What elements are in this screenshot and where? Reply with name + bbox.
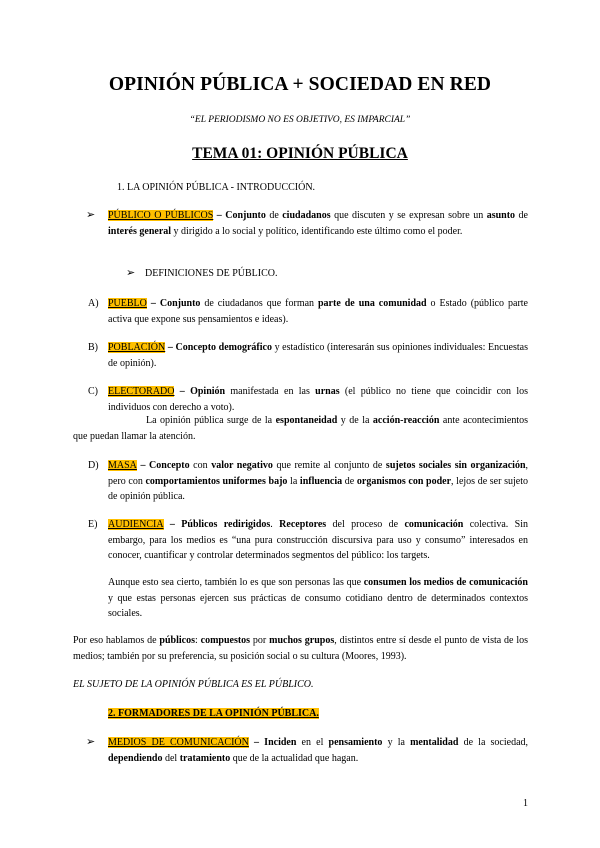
term-medios: MEDIOS DE COMUNICACIÓN bbox=[108, 737, 249, 748]
page-number: 1 bbox=[523, 798, 528, 809]
paragraph-medios: MEDIOS DE COMUNICACIÓN – Inciden en el pensamiento y la mentalidad de la sociedad, dependiendo del tratamiento que de la actualidad que hagan. bbox=[108, 737, 529, 764]
paragraph-audiencia-2: Aunque esto sea cierto, también lo es que son personas las que consumen los medios de comunicación y que estas personas ejercen sus prácticas de consumo cotidiano dentro de determinados contextos sociales. bbox=[108, 577, 528, 619]
section-formadores-heading: 2. FORMADORES DE LA OPINIÓN PÚBLICA. bbox=[108, 708, 319, 719]
paragraph-por-eso: Por eso hablamos de públicos: compuestos por muchos grupos, distintos entre sí desde el punto de vista de los medios; también por su preferencia, su posición social o su cultura (Moores, 1993). bbox=[73, 635, 528, 662]
bullet-icon: ➢ bbox=[86, 209, 96, 221]
document-title: OPINIÓN PÚBLICA + SOCIEDAD EN RED bbox=[108, 74, 492, 95]
paragraph-opinion-surge: La opinión pública surge de la espontaneidad y de la acción-reacción ante acontecimientos que puedan llamar la atención. bbox=[73, 415, 529, 442]
bullet-icon: ➢ bbox=[86, 736, 96, 748]
paragraph-electorado: ELECTORADO – Opinión manifestada en las urnas (el público no tiene que coincidir con los individuos con derecho a voto). bbox=[108, 386, 528, 413]
term-masa: MASA bbox=[108, 460, 137, 471]
term-publico: PÚBLICO O PÚBLICOS bbox=[108, 210, 214, 221]
paragraph-publico: PÚBLICO O PÚBLICOS – Conjunto de ciudadanos que discuten y se expresan sobre un asunto de interés general y dirigido a lo social y político, identificando este último como el poder. bbox=[108, 210, 528, 237]
term-poblacion: POBLACIÓN bbox=[108, 342, 166, 353]
term-audiencia: AUDIENCIA bbox=[108, 519, 164, 530]
paragraph-poblacion: POBLACIÓN – Concepto demográfico y estadístico (interesarán sus opiniones individuales: Encuestas de opinión). bbox=[108, 342, 528, 369]
list-marker: B) bbox=[88, 342, 98, 353]
term-pueblo: PUEBLO bbox=[108, 298, 147, 309]
section-heading: TEMA 01: OPINIÓN PÚBLICA bbox=[192, 145, 408, 162]
subheading-definiciones: DEFINICIONES DE PÚBLICO. bbox=[145, 268, 278, 279]
term-electorado: ELECTORADO bbox=[108, 386, 175, 397]
paragraph-masa: MASA – Concepto con valor negativo que remite al conjunto de sujetos sociales sin organización, pero con comportamientos uniformes bajo la influencia de organismos con poder, lejos de ser sujeto de opinión pública. bbox=[108, 460, 528, 502]
list-marker: A) bbox=[88, 298, 99, 309]
list-marker: E) bbox=[88, 519, 98, 530]
paragraph-pueblo: PUEBLO – Conjunto de ciudadanos que forman parte de una comunidad o Estado (público parte activa que expone sus pensamientos e ideas). bbox=[108, 298, 528, 325]
list-marker: C) bbox=[88, 386, 98, 397]
paragraph-audiencia: AUDIENCIA – Públicos redirigidos. Receptores del proceso de comunicación colectiva. Sin embargo, para los medios es “una pura construcción discursiva para uso y consumo” interesados en conocer, cuantificar y controlar determinados segmentos del público: los targets. bbox=[108, 519, 529, 561]
subtitle-quote: “EL PERIODISMO NO ES OBJETIVO, ES IMPARCIAL” bbox=[189, 115, 411, 125]
italic-statement: EL SUJETO DE LA OPINIÓN PÚBLICA ES EL PÚBLICO. bbox=[73, 679, 314, 690]
numbered-item-intro: 1. LA OPINIÓN PÚBLICA - INTRODUCCIÓN. bbox=[117, 182, 316, 193]
bullet-icon: ➢ bbox=[126, 267, 136, 279]
list-marker: D) bbox=[88, 460, 99, 471]
